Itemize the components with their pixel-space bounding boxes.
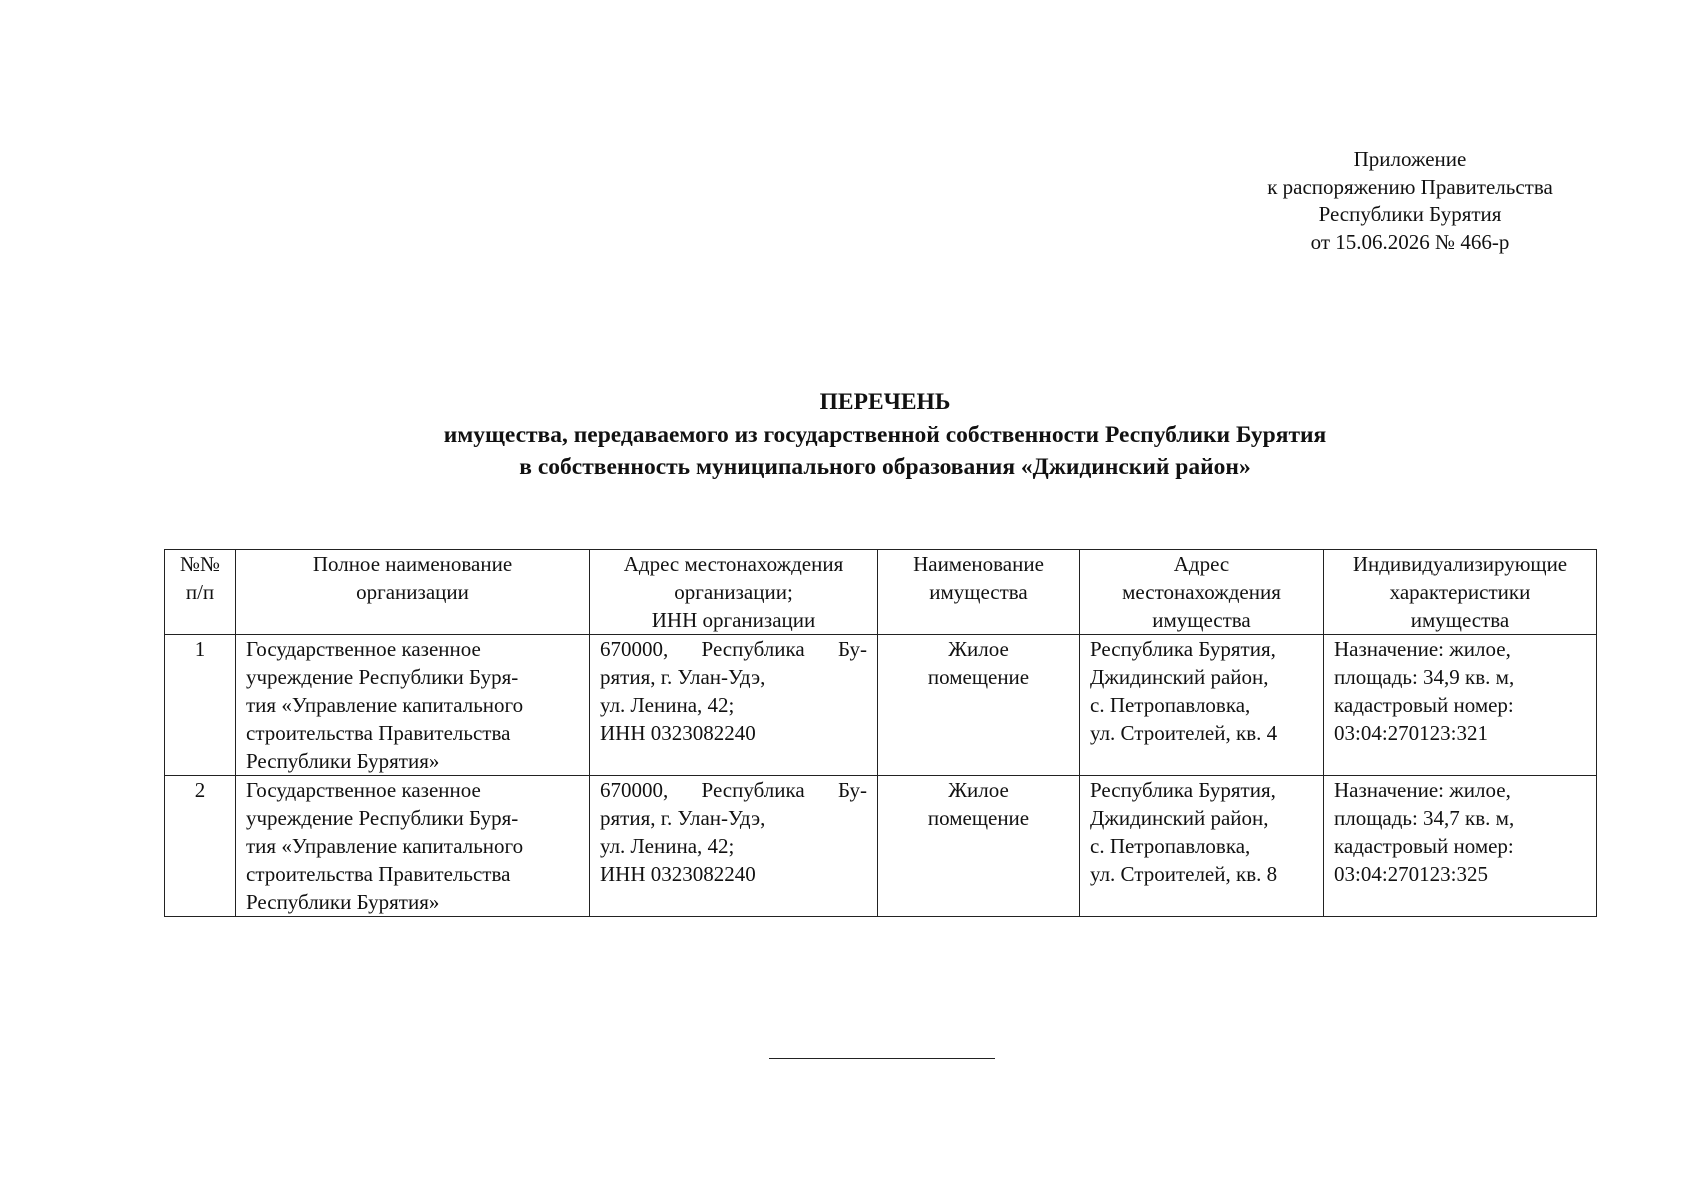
table-header-row — [165, 550, 1597, 635]
header-characteristics — [1324, 550, 1597, 635]
end-of-document-rule — [769, 1058, 995, 1059]
table-row — [165, 635, 1597, 776]
org-address-line: рятия, г. Улан-Удэ, — [600, 806, 766, 830]
header-org-name-line: Полное наименование — [312, 552, 513, 576]
property-address-line: Джидинский район, — [1090, 806, 1269, 830]
property-address-line: с. Петропавловка, — [1090, 693, 1251, 717]
title-subtitle-line2: в собственность муниципального образования «Джидинский район» — [519, 454, 1251, 480]
property-list-table — [164, 549, 1597, 917]
header-num — [165, 550, 236, 635]
characteristics-line: Назначение: жилое, — [1334, 778, 1511, 802]
document-title — [0, 386, 1698, 484]
property-address-line: Республика Бурятия, — [1090, 637, 1276, 661]
header-property-address-line: местонахождения — [1122, 580, 1281, 604]
title-main: ПЕРЕЧЕНЬ — [819, 389, 951, 415]
header-org-address-line: ИНН организации — [651, 608, 816, 632]
cell-property-address — [1080, 776, 1324, 917]
row-number: 1 — [194, 637, 206, 661]
header-org-address — [590, 550, 878, 635]
header-org-name-line: организации — [356, 580, 469, 604]
cell-org-address — [590, 776, 878, 917]
characteristics-line: кадастровый номер: — [1334, 693, 1514, 717]
org-name-line: строительства Правительства — [246, 862, 511, 886]
org-name-line: строительства Правительства — [246, 721, 511, 745]
header-property-address-line: имущества — [1152, 608, 1251, 632]
row-number: 2 — [194, 778, 206, 802]
cell-property-name — [878, 635, 1080, 776]
header-property-name-line: имущества — [929, 580, 1028, 604]
cell-characteristics — [1324, 776, 1597, 917]
header-characteristics-line: характеристики — [1389, 580, 1531, 604]
cell-org-name — [236, 776, 590, 917]
header-property-name — [878, 550, 1080, 635]
org-address-line: ул. Ленина, 42; — [600, 834, 735, 858]
property-name-line: Жилое — [948, 778, 1009, 802]
property-address-line: Республика Бурятия, — [1090, 778, 1276, 802]
appendix-order-ref: к распоряжению Правительства — [1267, 174, 1553, 199]
header-org-address-line: Адрес местонахождения — [623, 552, 844, 576]
org-name-line: учреждение Республики Буря- — [246, 806, 519, 830]
characteristics-line: кадастровый номер: — [1334, 834, 1514, 858]
property-address-line: с. Петропавловка, — [1090, 834, 1251, 858]
header-org-name — [236, 550, 590, 635]
org-inn: ИНН 0323082240 — [600, 721, 756, 745]
cell-org-address — [590, 635, 878, 776]
appendix-header — [1220, 146, 1600, 256]
org-address-line: 670000, Республика Бу- — [600, 778, 867, 802]
org-name-line: учреждение Республики Буря- — [246, 665, 519, 689]
cadastral-number: 03:04:270123:321 — [1334, 721, 1489, 745]
header-property-address — [1080, 550, 1324, 635]
appendix-date-number: от 15.06.2026 № 466-р — [1310, 229, 1510, 254]
header-num-line: п/п — [185, 580, 215, 604]
table-row — [165, 776, 1597, 917]
cell-property-address — [1080, 635, 1324, 776]
header-characteristics-line: имущества — [1410, 608, 1510, 632]
org-name-line: Республики Бурятия» — [246, 749, 440, 773]
org-name-line: Государственное казенное — [246, 778, 481, 802]
property-address-line: ул. Строителей, кв. 4 — [1090, 721, 1278, 745]
org-address-line: 670000, Республика Бу- — [600, 637, 867, 661]
cadastral-number: 03:04:270123:325 — [1334, 862, 1489, 886]
org-address-line: рятия, г. Улан-Удэ, — [600, 665, 766, 689]
cell-property-name — [878, 776, 1080, 917]
characteristics-line: Назначение: жилое, — [1334, 637, 1511, 661]
appendix-title: Приложение — [1353, 147, 1467, 171]
org-inn: ИНН 0323082240 — [600, 862, 756, 886]
org-name-line: Республики Бурятия» — [246, 890, 440, 914]
header-property-name-line: Наименование — [913, 552, 1044, 576]
property-name-line: помещение — [927, 806, 1030, 830]
cell-num — [165, 635, 236, 776]
property-name-line: Жилое — [948, 637, 1009, 661]
org-name-line: тия «Управление капитального — [246, 693, 524, 717]
org-name-line: тия «Управление капитального — [246, 834, 524, 858]
appendix-region: Республики Бурятия — [1318, 202, 1502, 226]
header-org-address-line: организации; — [674, 580, 793, 604]
characteristics-line: площадь: 34,9 кв. м, — [1334, 665, 1515, 689]
cell-num — [165, 776, 236, 917]
property-address-line: Джидинский район, — [1090, 665, 1269, 689]
property-address-line: ул. Строителей, кв. 8 — [1090, 862, 1278, 886]
header-property-address-line: Адрес — [1173, 552, 1230, 576]
header-characteristics-line: Индивидуализирующие — [1352, 552, 1568, 576]
characteristics-line: площадь: 34,7 кв. м, — [1334, 806, 1515, 830]
cell-characteristics — [1324, 635, 1597, 776]
org-name-line: Государственное казенное — [246, 637, 481, 661]
property-name-line: помещение — [927, 665, 1030, 689]
org-address-line: ул. Ленина, 42; — [600, 693, 735, 717]
title-subtitle-line1: имущества, передаваемого из государственной собственности Республики Бурятия — [443, 421, 1327, 448]
cell-org-name — [236, 635, 590, 776]
header-num-line: №№ — [179, 552, 221, 576]
